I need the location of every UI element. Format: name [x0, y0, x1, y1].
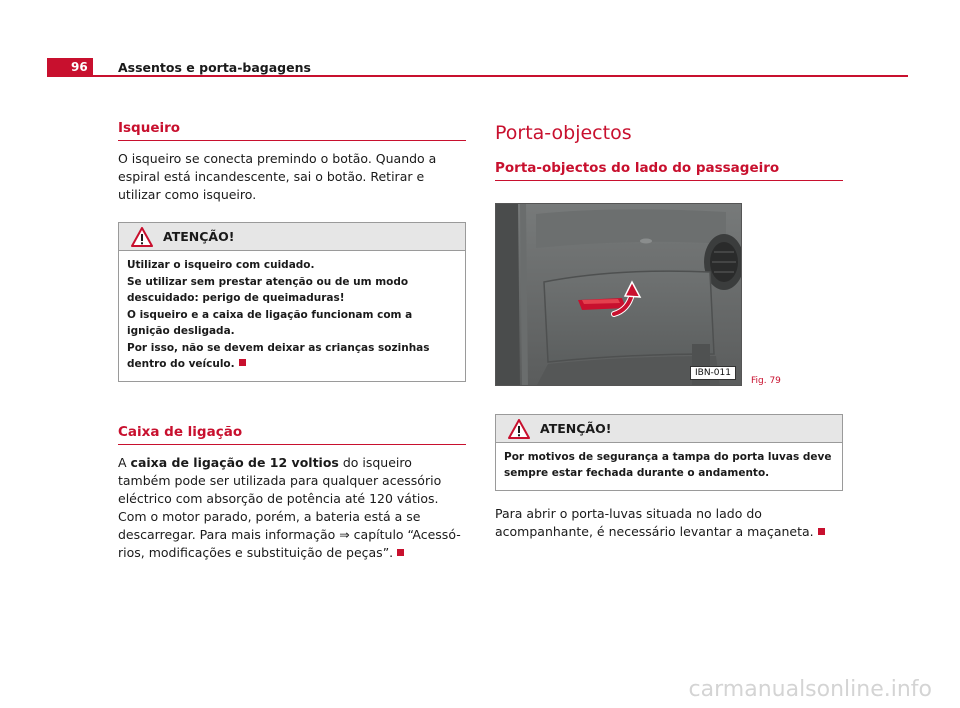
- figure-caption: Fig. 79: [751, 376, 781, 386]
- porta-objectos-subheading: Porta-objectos do lado do passageiro: [495, 160, 843, 181]
- caixa-text-prefix: A: [118, 455, 131, 470]
- header-rule: [47, 75, 908, 77]
- warning-title: ATENÇÃO!: [540, 421, 612, 436]
- left-column: [118, 120, 466, 562]
- warning-line: [127, 340, 457, 372]
- warning-line: O isqueiro e a caixa de ligação funcionam com a ignição desligada.: [127, 309, 413, 337]
- porta-objectos-title: Porta-objectos: [495, 122, 632, 144]
- caixa-text: [118, 454, 466, 562]
- section-title: Assentos e porta-bagagens: [118, 60, 311, 75]
- warning-box-porta: [495, 414, 843, 491]
- warning-box-isqueiro: [118, 222, 466, 382]
- warning-title: ATENÇÃO!: [163, 229, 235, 244]
- warning-line: Se utilizar sem prestar atenção ou de um modo descuidado: perigo de queimaduras!: [127, 276, 409, 304]
- glovebox-illustration: [495, 203, 742, 386]
- end-mark-icon: [397, 549, 404, 556]
- right-column: [495, 120, 843, 541]
- warning-body: [496, 443, 842, 490]
- warning-header: [119, 223, 465, 251]
- warning-triangle-icon: [131, 227, 153, 247]
- glovebox-drawing: [496, 204, 742, 386]
- isqueiro-heading: Isqueiro: [118, 120, 466, 141]
- figure-code: IBN-011: [690, 366, 736, 380]
- caixa-text-bold: caixa de ligação de 12 voltios: [130, 455, 339, 470]
- warning-header: [496, 415, 842, 443]
- page-number: 96: [47, 58, 93, 77]
- warning-text: Por motivos de segurança a tampa do porta luvas deve sempre estar fechada durante o andamento.: [504, 451, 832, 479]
- end-mark-icon: [239, 359, 246, 366]
- porta-objectos-text-content: Para abrir o porta-luvas situada no lado do acompanhante, é necessário levantar a maçaneta.: [495, 506, 814, 539]
- caixa-text-rest: do isqueiro também pode ser utilizada para qualquer acessório eléctrico com absorção de potência até 120 vátios. Com o motor parado, porém, a bateria está a se descarregar. Para mais informação ⇒ capítulo “Acessó-rios, modificações e substituição de peças”.: [118, 455, 461, 560]
- figure-79: [495, 203, 843, 386]
- warning-triangle-icon: [508, 419, 530, 439]
- caixa-heading: Caixa de ligação: [118, 424, 466, 445]
- porta-objectos-text: [495, 505, 843, 541]
- warning-body: [119, 251, 465, 381]
- end-mark-icon: [818, 528, 825, 535]
- warning-line: Utilizar o isqueiro com cuidado.: [127, 259, 315, 271]
- isqueiro-text: O isqueiro se conecta premindo o botão. Quando a espiral está incandescente, sai o botão. Retirar e utilizar como isqueiro.: [118, 151, 437, 202]
- warning-line-text: Por isso, não se devem deixar as crianças sozinhas dentro do veículo.: [127, 342, 430, 370]
- watermark: carmanualsonline.info: [688, 677, 932, 702]
